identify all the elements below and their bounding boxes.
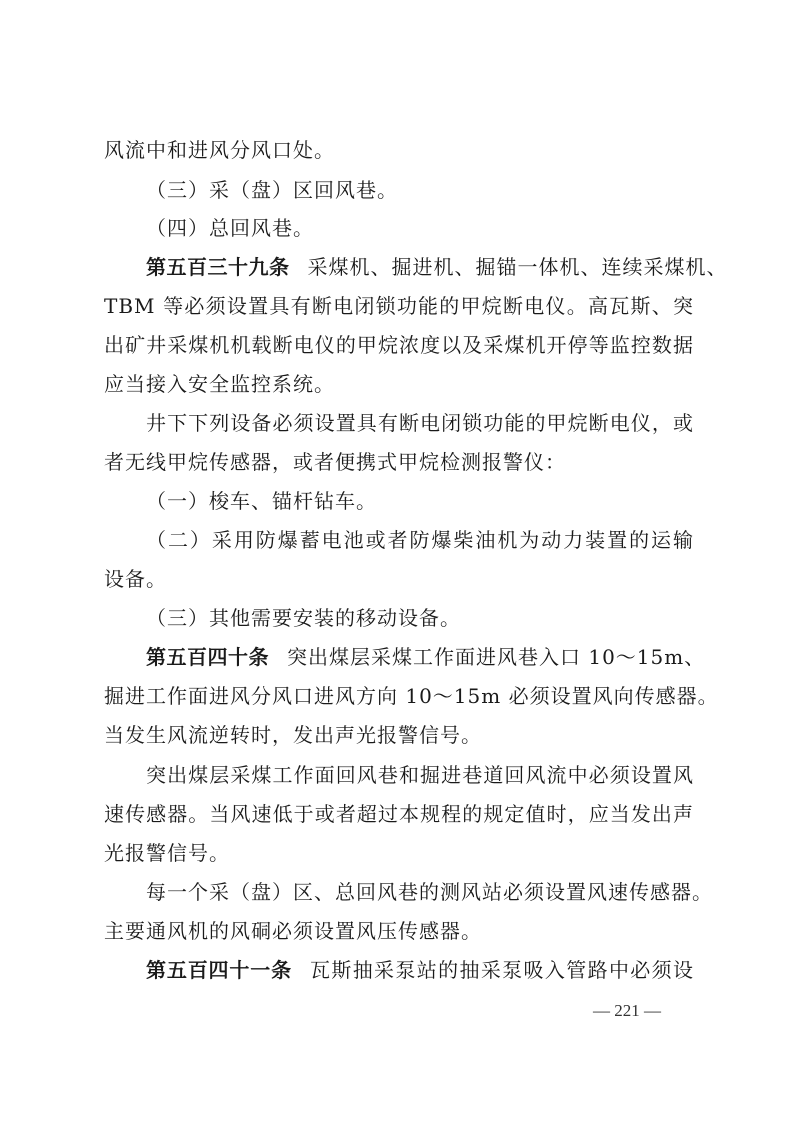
text-line: 井下下列设备必须设置具有断电闭锁功能的甲烷断电仪，或 [146, 411, 694, 435]
list-item: （二）采用防爆蓄电池或者防爆柴油机为动力装置的运输 [146, 528, 694, 552]
article-paragraph [146, 958, 694, 982]
article-paragraph [146, 645, 706, 669]
text-line: TBM 等必须设置具有断电闭锁功能的甲烷断电仪。高瓦斯、突 [104, 294, 694, 318]
article-number: 第五百四十条 [146, 645, 269, 669]
text-line: 风流中和进风分风口处。 [104, 138, 335, 162]
article-paragraph [146, 255, 728, 279]
article-text: 突出煤层采煤工作面进风巷入口 10～15m、 [287, 645, 706, 669]
text-line: 出矿井采煤机机载断电仪的甲烷浓度以及采煤机开停等监控数据 [104, 333, 694, 357]
text-line: 掘进工作面进风分风口进风方向 10～15m 必须设置风向传感器。 [104, 684, 719, 708]
text-line: 光报警信号。 [104, 841, 230, 865]
text-line: 应当接入安全监控系统。 [104, 372, 335, 396]
list-item: （四）总回风巷。 [146, 216, 314, 240]
article-number: 第五百三十九条 [146, 255, 290, 279]
text-line: 当发生风流逆转时，发出声光报警信号。 [104, 723, 482, 747]
page-number: — 221 — [593, 1001, 661, 1020]
text-line: 者无线甲烷传感器，或者便携式甲烷检测报警仪： [104, 450, 566, 474]
text-line: 速传感器。当风速低于或者超过本规程的规定值时，应当发出声 [104, 802, 694, 826]
list-item: （三）采（盘）区回风巷。 [146, 178, 398, 202]
text-line: 设备。 [104, 567, 167, 591]
text-line: 突出煤层采煤工作面回风巷和掘进巷道回风流中必须设置风 [146, 763, 694, 787]
text-line: 主要通风机的风硐必须设置风压传感器。 [104, 919, 482, 943]
article-text: 瓦斯抽采泵站的抽采泵吸入管路中必须设 [309, 958, 695, 982]
article-text: 采煤机、掘进机、掘锚一体机、连续采煤机、 [307, 255, 728, 279]
list-item: （一）梭车、锚杆钻车。 [146, 489, 377, 513]
article-number: 第五百四十一条 [146, 958, 292, 982]
list-item: （三）其他需要安装的移动设备。 [146, 606, 461, 630]
text-line: 每一个采（盘）区、总回风巷的测风站必须设置风速传感器。 [146, 880, 713, 904]
